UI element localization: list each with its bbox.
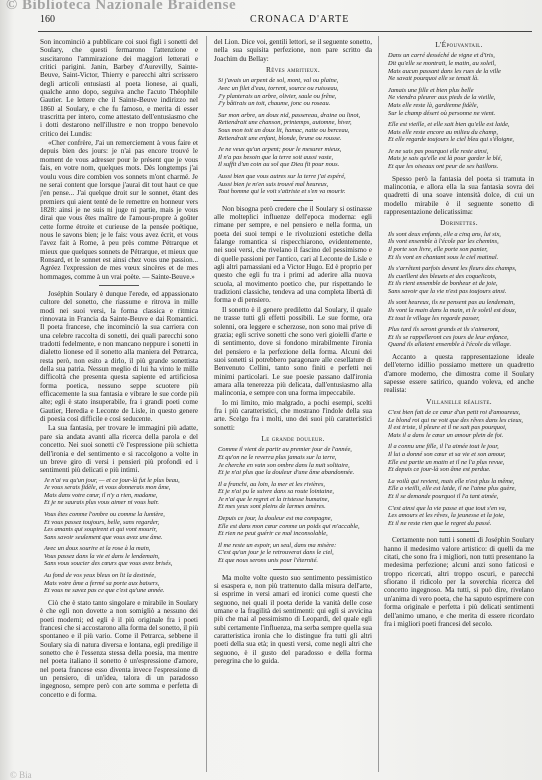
poem-line: Je n'ai vu qu'un jour, — et ce jour-là fut le plus beau, bbox=[44, 476, 180, 484]
col2-paragraph-4: Io mi limito, mio malgrado, a pochi esempi, scelti fra i più caratteristici, che mostrano l'indole della sua arte. Scelgo fra i molti, uno dei suoi più caratteristici sonetti: bbox=[214, 398, 372, 432]
poem-line: Retiendrait une enfant, blonde, brune ou rousse. bbox=[218, 134, 342, 142]
poem-line: Il lui a donné son cœur et sa vie et son amour, bbox=[388, 451, 506, 459]
col3-separator bbox=[439, 531, 479, 532]
col3-poem-2 bbox=[388, 231, 534, 349]
col1-paragraph-2: «Cher confrère, J'ai un remerciement à vous faire et depuis bien des jours: je n'ai pas encore trouvé le moment de vous adresser pour le présent que je vous fais, en votre nom, quelques mots. Dès longtemps j'ai voulu vous dire combien vos sonnets m'ont charmé. Je ne serai content que lorsque j'aurai dit tout haut ce que j'en pense... J'ai quelque droit sur le sonnet, étant des premiers qui aient tenté de le remettre en honneur vers 1828: ainsi je ne suis ni juge ni partie, mais je vous dirai que vous êtes maître de l'amour-propre à goûter cette forme étroite et curieuse de la pensée poétique, nous le savons bien; je le fais: vous avez écrit, et vous l'avez fait à Rome, à peu près comme Pétrarque et mieux que quelques sonnets de Pétrarque, et mieux que Ronsard, et le sonnet est ainsi chez vous une passion... Agréez l'expression de mes vœux sincères et de mes hommages, comme à un vrai poète. — Sainte-Beuve.» bbox=[40, 139, 198, 281]
poem-line: Sans savoir seulement que vous avez une âme. bbox=[44, 533, 163, 541]
poem-line: C'est ainsi que la vie passe et que tout s'en va, bbox=[388, 504, 507, 512]
poem-line: Je ne veux qu'un arpent; pour le mesurer mieux, bbox=[218, 146, 342, 154]
poem-line: Le blond roi qui ne voit que des rêves dans les cieux, bbox=[388, 416, 524, 424]
poem-stanza bbox=[388, 478, 534, 501]
poem-line: C'est qu'un jour je le retrouverai dans le ciel, bbox=[218, 549, 334, 557]
col1-paragraph-5: Ciò che è stato tanto singolare e mirabile in Soulary è che egli non dovette a non somigliò a nessuno dei poeti moderni; ed egli è il più originale fra i poeti francesi che si accostarono alla forma del sonetto, il più spontaneo e il più vario. Come il Petrarca, sebbene il Soulary sia di natura diversa e lontana, egli predilige il sonetto che è l'essenza stessa della poesia, ma mentre nel poeta italiano il sonetto è un'espressione d'amore, nel poeta francese esso diventa invece l'espressione di un pensiero, di un'idea, talora di un paradosso ingegnoso, sempre però con arte somma e perfetta di concetto e di forma. bbox=[40, 598, 198, 699]
poem-line: Et je n'ai plus que la douleur d'une âme abandonnée. bbox=[218, 469, 355, 477]
poem-line: Sous mon toit un doux lit, hamac, natte ou berceau, bbox=[218, 126, 350, 134]
poem-line: Avec un filet d'eau, torrent, source ou ruisseau, bbox=[218, 84, 339, 92]
poem-line: Et elle regarde toujours le ciel bleu qui s'éloigne, bbox=[388, 136, 515, 144]
poem-line: Il suffit d'un coin au sol que Dieu fit pour nous. bbox=[218, 161, 340, 169]
poem-line: Aussi bien je m'en suis trouvé mal heureux, bbox=[218, 180, 329, 188]
poem-line: Et il ne reste rien que le regret du passé. bbox=[388, 519, 492, 527]
poem-stanza bbox=[218, 112, 372, 142]
col3-poem-1-title: L'Épouvantail. bbox=[435, 40, 483, 49]
poem-line: Plus tard ils seront grands et ils s'aimeront, bbox=[388, 326, 500, 334]
poem-stanza bbox=[388, 265, 534, 295]
poem-line: Et je n'ai pu le suivre dans sa route lointaine, bbox=[218, 488, 334, 496]
poem-line: Et mes yeux sont pleins de larmes amères. bbox=[218, 503, 326, 511]
col3-poem-3-title: Villanelle réaliste. bbox=[426, 396, 492, 406]
poem-line: Au fond de vos yeux bleus on lit la destinée, bbox=[44, 572, 156, 580]
column-3 bbox=[384, 38, 534, 768]
poem-stanza bbox=[388, 231, 534, 261]
poem-line: Il est triste, il pleure et il ne sait pas pourquoi, bbox=[388, 424, 507, 432]
poem-line: Je ne sais pas pourquoi elle reste ainsi, bbox=[388, 147, 489, 155]
poem-line: Et ils vont en chantant sous le ciel matinal. bbox=[388, 253, 499, 261]
poem-stanza bbox=[388, 299, 534, 322]
poem-line: Il a connu une fille, il l'a aimée tout le jour, bbox=[388, 443, 499, 451]
poem-line: Jamais une fille et bien plus belle bbox=[388, 86, 474, 94]
poem-line: Mais aucun passant dans les rues de la ville bbox=[388, 67, 501, 75]
poem-line: Mais dans votre cœur, il n'y a rien, madame, bbox=[44, 491, 158, 499]
poem-stanza bbox=[218, 515, 372, 538]
poem-line: Je cherche en vain son ombre dans la nuit solitaire, bbox=[218, 461, 350, 469]
col3-poem-3 bbox=[388, 409, 534, 527]
poem-stanza bbox=[44, 477, 198, 507]
poem-line: Je vous serais fidèle, et vous donnerais mon âme, bbox=[44, 484, 171, 492]
col2-poem-1-title: Rêves ambitieux. bbox=[266, 65, 320, 75]
poem-line: Et depuis ce jour-là son âme est perdue. bbox=[388, 466, 491, 474]
poem-stanza bbox=[388, 52, 534, 82]
poem-line: Ne savait pourquoi elle se tenait là. bbox=[388, 75, 479, 83]
poem-line: Elle a vieilli, elle est laide, il ne l'aime plus guère, bbox=[388, 485, 517, 493]
header-rule bbox=[38, 31, 532, 32]
poem-stanza bbox=[218, 173, 372, 196]
col1-paragraph-1: Son incominciò a pubblicare coi suoi figli i sonetti del Soulary, che questi fermarono l'attenzione e suscitarono l'ammirazione dei maggiori letterati e critici parigini. Janin, Barbey d'Aurevilly, Sainte-Beuve, Saint-Victor, Thierry e parecchi altri scrissero degli articoli entusiasti al poeta lionese, ai quali, qualche anno dopo, seguiva anche l'acuto Théophile Gautier. Le lettere che il Sainte-Beuve indirizzo nel 1860 al Soulary, e che fu famoso, e merita di esser trascritta per intero, come attestato dell'entusiasmo che i dotti destarono nell'illustre e non troppo benevolo critico dei Lundis: bbox=[40, 38, 198, 138]
poem-stanza bbox=[388, 409, 534, 439]
watermark-top: © Biblioteca Nazionale Braidense bbox=[6, 0, 237, 13]
col2-poem-2 bbox=[218, 446, 372, 564]
poem-line: Il me reste un espoir, un seul, dans ma misère: bbox=[218, 541, 337, 549]
poem-line: Ne viendra pleurer aux pieds de la vieille, bbox=[388, 94, 496, 102]
col2-paragraph-2: Non bisogna però credere che il Soulary si ostinasse alle molteplici influenze dell'epoca moderna: egli rimane per sempre, e nel pensiero e nella forma, un poeta dei suoi tempi e le rivoluzioni estetiche della falange romantica si rispecchiarono, evidentemente, nei suoi versi, che rivelano il fascino del pessimismo e di quelle passioni per l'antico, cari al Leconte de Lisle e agli altri parnassiani ed a Victor Hugo. Ed è proprio per questo che egli fu tra i primi ad aderire alla nuova scuola, al movimento poetico che, pur rispettando le tradizioni classiche, tendeva ad una completa libertà di forma e di pensiero. bbox=[214, 204, 372, 305]
col2-separator-1 bbox=[273, 200, 313, 201]
poem-line: La voilà qui revient, mais elle n'est plus la même, bbox=[388, 477, 515, 485]
col1-poem-1 bbox=[44, 477, 198, 595]
poem-line: Dit qu'elle se montrait, le matin, au soleil, bbox=[388, 59, 496, 67]
poem-line: J'y planterais un arbre, olivier, saule ou frêne, bbox=[218, 92, 337, 100]
poem-line: Et rien ne peut guérir ce mal inconsolable, bbox=[218, 530, 328, 538]
poem-line: Mais il a dans le cœur un amour plein de foi. bbox=[388, 431, 504, 439]
poem-line: Depuis ce jour, la douleur est ma compagne, bbox=[218, 515, 333, 523]
poem-line: Vous êtes comme l'ombre ou comme la lumière, bbox=[44, 510, 165, 518]
poem-line: Les amants qui soupirent et qui vont mourir, bbox=[44, 526, 158, 534]
poem-line: Et que les oiseaux ont peur de ses haillons. bbox=[388, 163, 499, 171]
poem-line: Sans vous soucier des cœurs que vous avez brisés, bbox=[44, 560, 173, 568]
poem-line: Ils sont deux enfants, elle a cinq ans, lui six, bbox=[388, 230, 501, 238]
poem-stanza bbox=[388, 121, 534, 144]
poem-line: Et qu'on ne le reverra plus jamais sur la terre, bbox=[218, 453, 337, 461]
col2-poem-2-title: Le grande douleur. bbox=[261, 433, 325, 443]
poem-line: Et il se demande pourquoi il l'a tant aimée, bbox=[388, 493, 499, 501]
col1-paragraph-4: La sua fantasia, per trovare le immagini più adatte, pare sia andata avanti alla ricerca della parola e del concetto. Nei suoi sonetti c'è l'espressione più schietta dell'ironia e del sentimento e si raccolgono a volte in un breve giro di versi i pensieri più profondi ed i sentimenti più delicati e più intimi. bbox=[40, 424, 198, 475]
col2-paragraph-3: Il sonetto è il genere prediletto dal Soulary, il quale ne trasse tutti gli effetti possibili. Le sue forme, ora solenni, ora leggere e scherzose, non sono mai prive di grazia; egli scrive sonetti che sono veri gioielli d'arte e di sentimento, dove si fondono mirabilmente l'ironia del pensiero e la perfezione della forma. Alcuni dei suoi sonetti si potrebbero paragonare alle cesellature di Benvenuto Cellini, tanto sono finiti e perfetti nei minimi particolari. Le sue poesie passano dall'ironia amara alla tenerezza più delicata, dall'entusiasmo alla malinconia, e sempre con una forma impeccabile. bbox=[214, 305, 372, 398]
poem-line: J'y bâtirais un toit, chaume, jonc ou roseau. bbox=[218, 100, 331, 108]
col3-poem-2-title: Dorinettes. bbox=[440, 218, 478, 228]
poem-line: Et vous ne savez pas ce que c'est qu'une année. bbox=[44, 587, 165, 595]
poem-line: Aussi bien que vous autres sur la terre j'ai espéré, bbox=[218, 172, 346, 180]
column-divider-2 bbox=[378, 36, 379, 772]
page-header bbox=[0, 14, 542, 30]
col3-paragraph-1: Spesso però la fantasia del poeta si tramuta in malinconia, e allora ella la sua fantasia sovra dei quadretti di una soave intensità dolce, di cui un modello mirabile è il seguente sonetto di rappresentazione delicatissima: bbox=[384, 174, 534, 217]
col3-paragraph-3: Certamente non tutti i sonetti di Joséphin Soulary hanno il medesimo valore artistico: di quelli da me citati, che sono fra i migliori, non tutti presentano la medesima perfezione; alcuni anzi sono faticosi e troppo ricercati, altri troppo oscuri, e parecchi sfiorano il ridicolo per la soverchia ricerca del concetto ingegnoso. Ma tutti, si può dire, rivelano un'anima di vero poeta, che ha saputo esprimere con forma originale e perfetta i più delicati sentimenti dell'animo umano, e che merita di essere ricordato fra i migliori poeti francesi del secolo. bbox=[384, 536, 534, 628]
poem-line: Ils sont heureux, ils ne pensent pas au lendemain, bbox=[388, 299, 515, 307]
poem-line: Tout homme qui le voit s'attriste et s'en va mourir. bbox=[218, 188, 346, 196]
col2-paragraph-1: del Lion. Dice voi, gentili lettori, se il seguente sonetto, nella sua squisita perfezione, non pare scritto da Joachim du Bellay: bbox=[214, 38, 372, 63]
poem-line: Quand ils allaient ensemble à l'école du village. bbox=[388, 341, 512, 349]
poem-line: Ils cueillent des bleuets et des coquelicots, bbox=[388, 272, 497, 280]
poem-line: Mais votre âme a fermé sa porte aux baisers, bbox=[44, 579, 160, 587]
column-divider-1 bbox=[206, 36, 207, 772]
poem-line: Dans un carré desséché de vigne et d'iris, bbox=[388, 52, 495, 60]
poem-line: Vous passez dans la vie et dans le lendemain, bbox=[44, 552, 160, 560]
poem-stanza bbox=[218, 77, 372, 107]
poem-stanza bbox=[388, 505, 534, 528]
column-1 bbox=[40, 38, 198, 768]
watermark-bottom: © Bia bbox=[10, 770, 32, 780]
poem-line: Et que nous serons unis pour l'éternité. bbox=[218, 557, 318, 565]
poem-line: Elle est vieille, et elle sait bien qu'elle est laide, bbox=[388, 121, 510, 129]
poem-stanza bbox=[388, 326, 534, 349]
col3-poem-1 bbox=[388, 52, 534, 170]
page-number: 160 bbox=[40, 14, 55, 25]
poem-line: Et tout le village les regarde passer, bbox=[388, 314, 480, 322]
poem-line: Et vous passez toujours, belle, sans regarder, bbox=[44, 518, 160, 526]
poem-line: Sur le champ désert où personne ne vient. bbox=[388, 109, 496, 117]
poem-line: Sur mon arbre, un doux nid, passereau, draine ou linot, bbox=[218, 111, 361, 119]
poem-line: Et ils rient ensemble de bonheur et de joie, bbox=[388, 280, 498, 288]
col1-paragraph-3: Joséphin Soulary è dunque l'erede, ed appassionato cultore del sonetto, che riassume e ritrova in mille modi nei suoi versi, la forma classica e ritmica rinnovata in Francia da Sainte-Beuve e dai Romantici. Il poeta francese, che incominciò la sua carriera con una celebre raccolta di sonetti, dei quali parecchi sono tradotti fedelmente, e non mancano neppure i sonetti in dialetto lionese ed il sonetto alla maniera del Petrarca, resta però, non esito a dirlo, il più grande sonettista della sua patria. Nessun meglio di lui ha vinto le mille difficoltà che presenta questa sapiente ed artificiosa forma poetica, nessuno seppe scuotere più efficacemente la sua fantasia e vibrare le sue corde più alte; egli è stato insuperabile, fra i grandi poeti come Gautier, Heredia e Leconte de Lisle, in questo genere di poesia così difficile e così seducente. bbox=[40, 289, 198, 424]
poem-line: Les amours et les rêves, la jeunesse et la joie, bbox=[388, 512, 505, 520]
poem-line: Mais je sais qu'elle est là pour garder le blé, bbox=[388, 155, 503, 163]
poem-line: Il a franchi, au loin, la mer et les rivières, bbox=[218, 480, 325, 488]
poem-stanza bbox=[218, 481, 372, 511]
poem-stanza bbox=[218, 542, 372, 565]
poem-line: Il n'a pas besoin que la terre soit aussi vaste, bbox=[218, 153, 334, 161]
poem-line: Je n'ai que le regret et la tristesse humaine, bbox=[218, 495, 330, 503]
col2-paragraph-5: Ma molte volte questo suo sentimento pessimistico si esaspera e, non più trattenuto dalla misura dell'arte, si esprime in versi amari ed ironici come questi che seguono, nei quali il poeta deride la vanità delle cose umane e la fragilità dei sentimenti: qui egli si avvicina più che mai al pessimismo di Leopardi, del quale egli subì certamente l'influenza, ma serba sempre quella sua caratteristica ironia che lo distingue fra tutti gli altri poeti della sua età; in questi versi, come negli altri che seguono, è il gusto del paradosso e della forma peregrina che lo guida. bbox=[214, 573, 372, 666]
poem-line: Mais elle reste là, gardienne fidèle, bbox=[388, 101, 479, 109]
poem-line: Comme il vient de partir au premier jour de l'année, bbox=[218, 446, 352, 454]
poem-stanza bbox=[218, 446, 372, 476]
running-title: CRONACA D'ARTE bbox=[250, 14, 350, 25]
poem-stanza bbox=[44, 545, 198, 568]
poem-line: C'est bien fait de ce cœur d'un petit roi d'amoureux, bbox=[388, 409, 521, 417]
poem-line: Et je ne saurais plus vous aimer ni vous haïr. bbox=[44, 499, 160, 507]
poem-stanza bbox=[388, 443, 534, 473]
poem-line: Elle est partie un matin et il ne l'a plus revue, bbox=[388, 458, 505, 466]
poem-stanza bbox=[44, 511, 198, 541]
poem-stanza bbox=[218, 146, 372, 169]
poem-line: Elle est dans mon cœur comme un poids qui m'accable, bbox=[218, 522, 360, 530]
col2-separator-2 bbox=[273, 569, 313, 570]
col1-separator bbox=[99, 285, 139, 286]
poem-line: Avec un doux sourire et la rose à la main, bbox=[44, 545, 151, 553]
column-2 bbox=[214, 38, 372, 768]
poem-stanza bbox=[388, 148, 534, 171]
poem-line: Mais elle reste encore au milieu du champ, bbox=[388, 128, 498, 136]
poem-line: Ils vont la main dans la main, et le soleil est doux, bbox=[388, 307, 517, 315]
poem-stanza bbox=[44, 572, 198, 595]
poem-line: Retiendrait une chanson, printemps, automne, hiver, bbox=[218, 119, 352, 127]
poem-line: Ils s'arrêtent parfois devant les fleurs des champs, bbox=[388, 265, 517, 273]
poem-line: Sans savoir que la vie n'est pas toujours ainsi. bbox=[388, 287, 507, 295]
col2-poem-1 bbox=[218, 77, 372, 195]
poem-line: Il porte son livre, elle porte son panier, bbox=[388, 245, 488, 253]
col3-paragraph-2: Accanto a questa rappresentazione ideale dell'eterno idillio possiamo mettere un quadretto d'amore moderno, che dimostra come il Soulary sapesse essere satirico, quando voleva, ed anche realista: bbox=[384, 353, 534, 395]
poem-line: Ils vont ensemble à l'école par les chemins, bbox=[388, 238, 499, 246]
poem-line: Si j'avais un arpent de sol, mont, val ou plaine, bbox=[218, 77, 339, 85]
poem-stanza bbox=[388, 87, 534, 117]
poem-line: Et ils se rappelleront ces jours de leur enfance, bbox=[388, 333, 509, 341]
